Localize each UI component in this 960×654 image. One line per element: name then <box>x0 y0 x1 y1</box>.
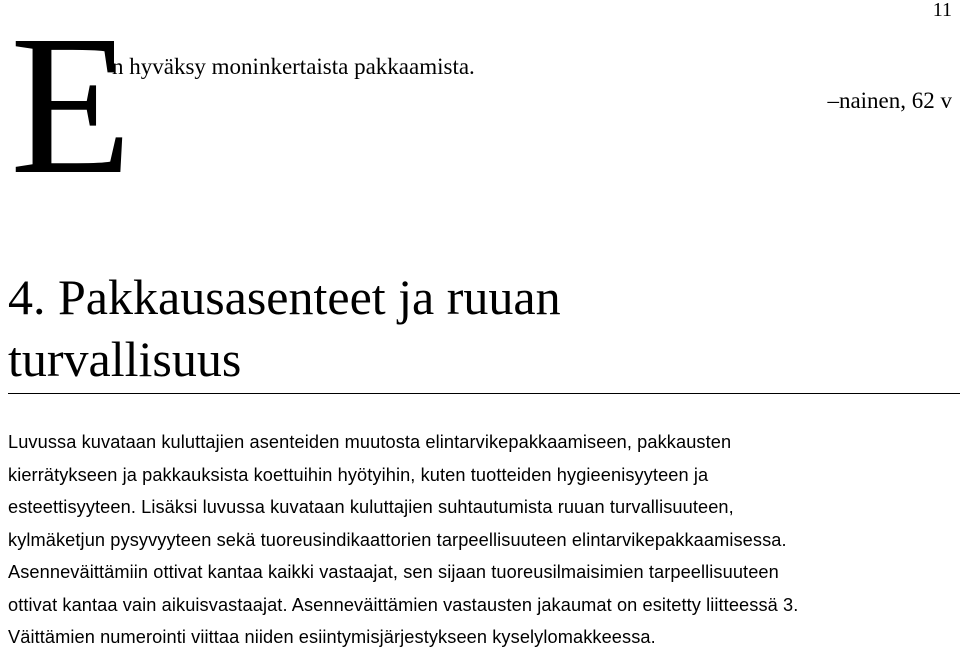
paragraph-line: ottivat kantaa vain aikuisvastaajat. Asenneväittämien vastausten jakaumat on esitetty liitteessä 3. <box>8 594 799 615</box>
chapter-heading-line: turvallisuus <box>8 331 242 387</box>
paragraph-line: esteettisyyteen. Lisäksi luvussa kuvataan kuluttajien suhtautumista ruuan turvallisuuteen, <box>8 497 734 517</box>
quote-attribution: –nainen, 62 v <box>827 88 952 113</box>
body-paragraph <box>8 426 953 654</box>
chapter-heading <box>8 266 908 390</box>
paragraph-line: Luvussa kuvataan kuluttajien asenteiden muutosta elintarvikepakkaamiseen, pakkausten <box>8 432 732 452</box>
paragraph-line: kylmäketjun pysyvyyteen sekä tuoreusindikaattorien tarpeellisuuteen elintarvikepakkaamisessa. <box>8 529 787 550</box>
page-number: 11 <box>932 0 952 21</box>
paragraph-line: kierrätykseen ja pakkauksista koettuihin hyötyihin, kuten tuotteiden hygieenisyyteen ja <box>8 464 709 485</box>
chapter-heading-line: 4. Pakkausasenteet ja ruuan <box>8 269 561 325</box>
paragraph-line: Väittämien numerointi viittaa niiden esiintymisjärjestykseen kyselylomakkeessa. <box>8 627 656 647</box>
paragraph-line: Asenneväittämiin ottivat kantaa kaikki vastaajat, sen sijaan tuoreusilmaisimien tarpeellisuuteen <box>8 562 779 582</box>
heading-divider <box>8 393 960 394</box>
drop-cap-letter: E <box>10 0 133 216</box>
quote-text: n hyväksy moninkertaista pakkaamista. <box>112 54 475 79</box>
